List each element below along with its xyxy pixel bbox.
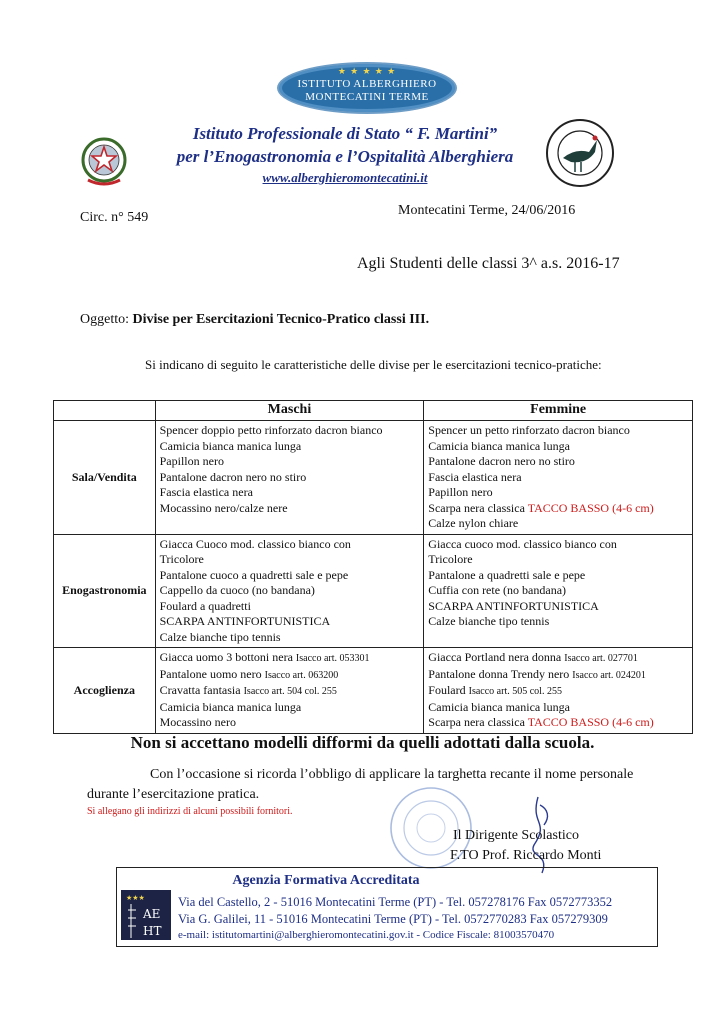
list-item	[428, 501, 688, 517]
recipients: Agli Studenti delle classi 3^ a.s. 2016-17	[357, 255, 620, 272]
footer-address-2: Via G. Galilei, 11 - 51016 Montecatini Terme (PT) - Tel. 0572770283 Fax 057279309	[178, 912, 608, 926]
list-item: Calze bianche tipo tennis	[159, 629, 281, 644]
table-row	[54, 421, 693, 535]
list-item	[160, 667, 420, 684]
list-item-text: Pantalone uomo nero	[159, 666, 262, 681]
intro-text: Si indicano di seguito le caratteristiche delle divise per le esercitazioni tecnico-pratiche:	[145, 357, 602, 372]
list-item	[160, 650, 420, 667]
table-corner-cell	[54, 401, 156, 421]
list-item: Calze bianche tipo tennis	[428, 614, 550, 628]
list-item: Giacca Cuoco mod. classico bianco con	[159, 536, 351, 551]
republic-emblem-icon	[80, 134, 128, 192]
subject-text: Divise per Esercitazioni Tecnico-Pratico classi III.	[132, 312, 430, 327]
subject-label: Oggetto:	[80, 312, 129, 327]
cell-female-enogastronomia	[424, 534, 693, 648]
row-label-enogastronomia: Enogastronomia	[54, 534, 156, 648]
cell-male-enogastronomia	[155, 534, 424, 648]
list-item: Pantalone dacron nero no stiro	[428, 454, 575, 468]
circular-number: Circ. n° 549	[80, 210, 149, 225]
supplier-note: Isacco art. 505 col. 255	[468, 686, 562, 697]
list-item	[160, 683, 420, 700]
list-item: SCARPA ANTINFORTUNISTICA	[159, 614, 331, 628]
table-header-row	[54, 401, 693, 421]
footer-address-1: Via del Castello, 2 - 51016 Montecatini Terme (PT) - Tel. 057278176 Fax 0572773352	[178, 895, 613, 909]
list-item-text: Foulard	[428, 683, 466, 697]
list-item-text: Giacca Portland nera donna	[428, 650, 562, 664]
heel-note: TACCO BASSO (4-6 cm)	[527, 500, 654, 515]
supplier-note: Isacco art. 027701	[564, 653, 638, 664]
footer-contacts: e-mail: istitutomartini@alberghieromontecatini.gov.it - Codice Fiscale: 81003570470	[178, 929, 555, 941]
occasion-text-line1: Con l’occasione si ricorda l’obbligo di applicare la targhetta recante il nome personale	[150, 767, 634, 782]
list-item: Cuffia con rete (no bandana)	[428, 583, 567, 597]
list-item-text: Cravatta fantasia	[159, 683, 241, 697]
cell-female-sala	[424, 421, 693, 535]
list-item: Foulard a quadretti	[159, 598, 251, 613]
badge-line1: ISTITUTO ALBERGHIERO	[297, 78, 437, 90]
list-item: Giacca cuoco mod. classico bianco con	[428, 536, 617, 551]
list-item: Spencer doppio petto rinforzato dacron bianco	[159, 423, 383, 437]
cell-male-accoglienza	[155, 648, 424, 734]
list-item: Papillon nero	[159, 454, 224, 468]
col-header-female: Femmine	[424, 401, 693, 421]
list-item	[428, 650, 688, 667]
footer-title: Agenzia Formativa Accreditata	[232, 873, 420, 888]
list-item-text: Scarpa nera classica	[428, 715, 525, 729]
school-seal-icon	[545, 118, 615, 188]
list-item: Camicia bianca manica lunga	[428, 438, 570, 453]
row-label-sala: Sala/Vendita	[54, 421, 156, 535]
list-item	[428, 715, 688, 731]
list-item-text: Scarpa nera classica	[428, 500, 525, 515]
list-item: Tricolore	[428, 552, 473, 566]
row-label-accoglienza: Accoglienza	[54, 648, 156, 734]
svg-text:★★★: ★★★	[126, 894, 145, 902]
heel-note: TACCO BASSO (4-6 cm)	[527, 715, 654, 729]
school-badge	[277, 62, 457, 114]
list-item	[428, 667, 688, 684]
list-item: Camicia bianca manica lunga	[159, 438, 302, 453]
table-row	[54, 648, 693, 734]
attachment-note: Si allegano gli indirizzi di alcuni possibili fornitori.	[87, 806, 293, 817]
list-item: Mocassino nero	[159, 715, 236, 729]
notice-heading: Non si accettano modelli difformi da quelli adottati dalla scuola.	[130, 733, 595, 752]
institute-website-link[interactable]: www.alberghieromontecatini.it	[262, 170, 428, 185]
occasion-text-line2: durante l’esercitazione pratica.	[87, 787, 260, 802]
list-item: Fascia elastica nera	[159, 485, 253, 499]
supplier-note: Isacco art. 024201	[572, 669, 646, 681]
list-item: SCARPA ANTINFORTUNISTICA	[428, 598, 599, 613]
supplier-note: Isacco art. 053301	[295, 653, 370, 664]
badge-line2: MONTECATINI TERME	[305, 91, 429, 103]
place-date: Montecatini Terme, 24/06/2016	[398, 203, 576, 218]
aeht-logo-icon	[121, 890, 171, 940]
list-item-text: Pantalone donna Trendy nero	[428, 666, 570, 681]
supplier-note: Isacco art. 063200	[264, 669, 339, 681]
list-item	[428, 683, 688, 700]
subject	[80, 312, 429, 328]
cell-female-accoglienza	[424, 648, 693, 734]
list-item: Spencer un petto rinforzato dacron bianco	[428, 423, 630, 437]
supplier-note: Isacco art. 504 col. 255	[243, 686, 337, 697]
list-item-text: Giacca uomo 3 bottoni nera	[159, 650, 293, 664]
list-item: Camicia bianca manica lunga	[159, 699, 302, 714]
badge-stars: ★ ★ ★ ★ ★	[337, 66, 397, 76]
svg-text:AE: AE	[143, 907, 161, 921]
list-item: Pantalone dacron nero no stiro	[159, 469, 307, 484]
institute-line2: per l’Enogastronomia e l’Ospitalità Alberghiera	[176, 147, 514, 166]
signer-role: Il Dirigente Scolastico	[453, 828, 579, 843]
list-item: Tricolore	[159, 552, 204, 566]
list-item: Papillon nero	[428, 485, 493, 499]
uniform-table	[53, 400, 693, 734]
list-item: Mocassino nero/calze nere	[159, 500, 288, 515]
cell-male-sala	[155, 421, 424, 535]
list-item: Camicia bianca manica lunga	[428, 699, 570, 714]
list-item: Pantalone a quadretti sale e pepe	[428, 567, 586, 582]
signer-name: F.TO Prof. Riccardo Monti	[450, 848, 602, 863]
svg-text:HT: HT	[143, 924, 162, 938]
col-header-male: Maschi	[155, 401, 424, 421]
institute-line1: Istituto Professionale di Stato “ F. Martini”	[192, 124, 498, 143]
list-item: Calze nylon chiare	[428, 516, 519, 530]
list-item: Pantalone cuoco a quadretti sale e pepe	[159, 567, 349, 582]
list-item: Fascia elastica nera	[428, 469, 522, 484]
institute-name	[155, 122, 535, 168]
list-item: Cappello da cuoco (no bandana)	[159, 583, 315, 597]
table-row	[54, 534, 693, 648]
